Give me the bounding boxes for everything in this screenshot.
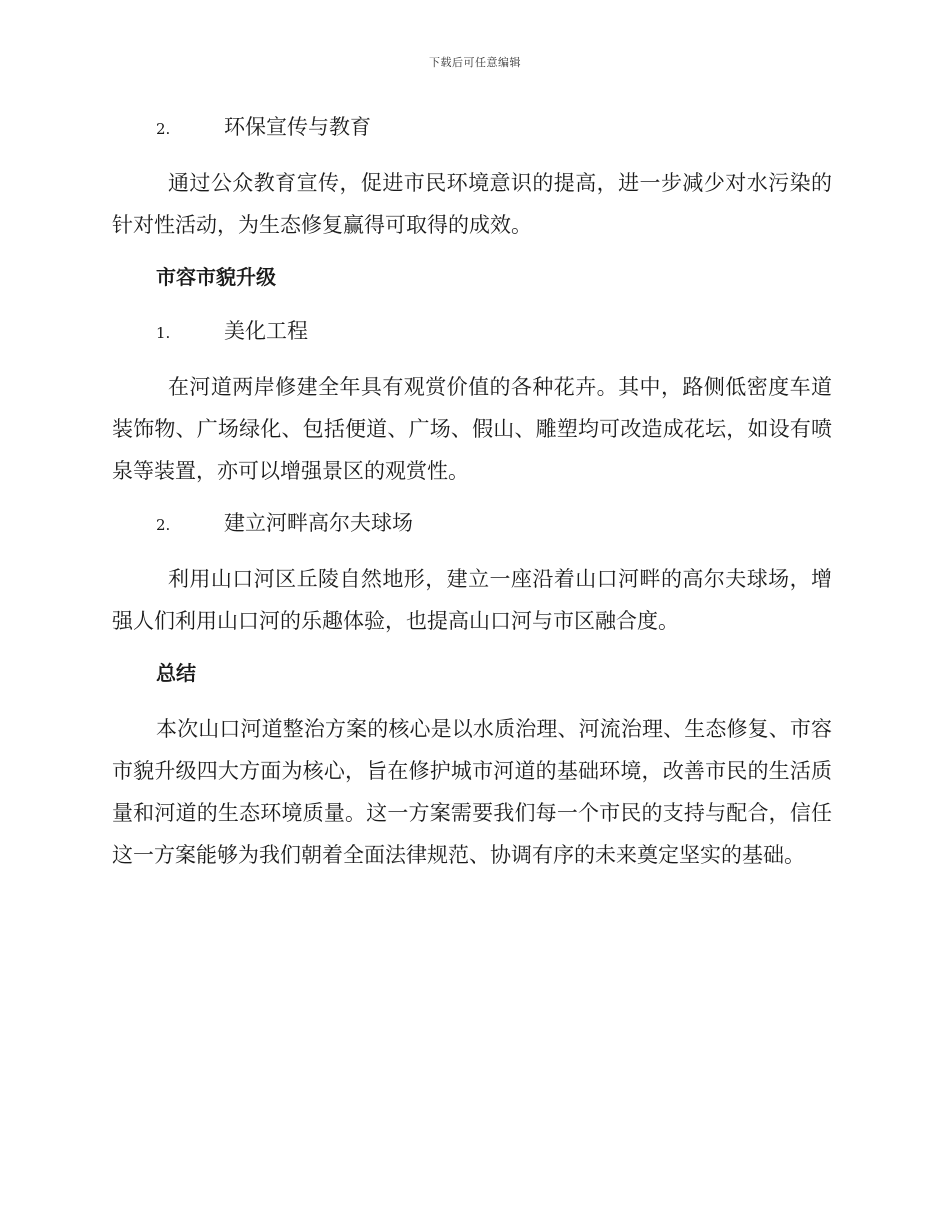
paragraph-env-education: 通过公众教育宣传，促进市民环境意识的提高，进一步减少对水污染的针对性活动，为生态修复赢得可取得的成效。 (112, 171, 832, 237)
list-number: 1. (156, 324, 171, 342)
list-title: 环保宣传与教育 (224, 115, 371, 139)
paragraph-golf: 利用山口河区丘陵自然地形，建立一座沿着山口河畔的高尔夫球场，增强人们利用山口河的乐趣体验，也提高山口河与市区融合度。 (112, 567, 832, 633)
list-number: 2. (156, 516, 171, 534)
list-item-golf (112, 504, 832, 542)
document-body (112, 108, 832, 888)
section-heading-summary: 总结 (156, 661, 196, 685)
list-title: 建立河畔高尔夫球场 (224, 511, 413, 535)
list-number: 2. (156, 120, 171, 138)
section-heading-city: 市容市貌升级 (156, 265, 276, 289)
list-item-beautify (112, 312, 832, 350)
list-item-env-education (112, 108, 832, 146)
list-title: 美化工程 (224, 319, 308, 343)
paragraph-beautify: 在河道两岸修建全年具有观赏价值的各种花卉。其中，路侧低密度车道装饰物、广场绿化、包括便道、广场、假山、雕塑均可改造成花坛，如设有喷泉等装置，亦可以增强景区的观赏性。 (112, 375, 832, 483)
header-note: 下载后可任意编辑 (429, 56, 521, 69)
paragraph-summary: 本次山口河道整治方案的核心是以水质治理、河流治理、生态修复、市容市貌升级四大方面为核心，旨在修护城市河道的基础环境，改善市民的生活质量和河道的生态环境质量。这一方案需要我们每一个市民的支持与配合，信任这一方案能够为我们朝着全面法律规范、协调有序的未来奠定坚实的基础。 (112, 717, 832, 867)
